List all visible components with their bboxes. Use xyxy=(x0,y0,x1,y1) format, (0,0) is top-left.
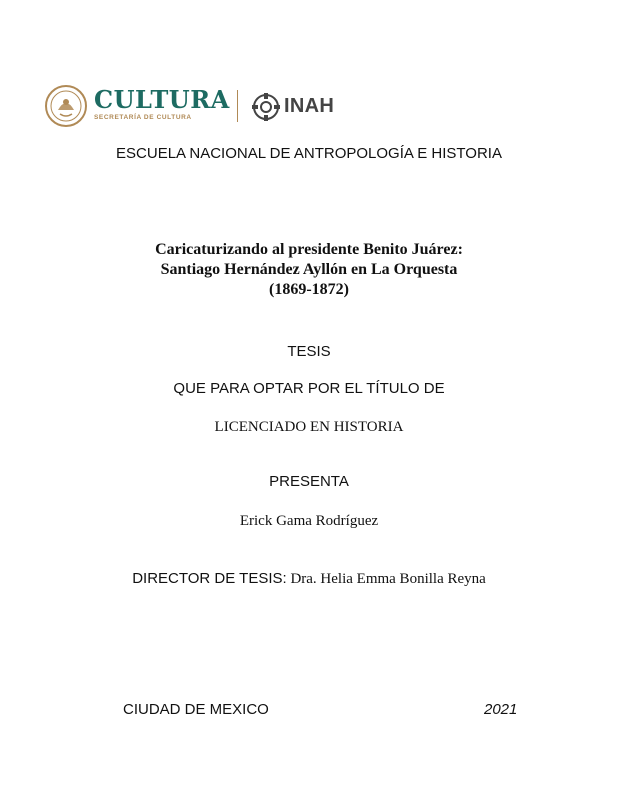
header-logos xyxy=(44,84,354,130)
cultura-logo-text: CULTURA xyxy=(94,85,230,114)
cultura-logo-subtitle: SECRETARÍA DE CULTURA xyxy=(94,114,192,121)
inah-logo-text: INAH xyxy=(284,95,335,117)
thesis-title-line-3: (1869-1872) xyxy=(269,281,349,298)
school-name: ESCUELA NACIONAL DE ANTROPOLOGÍA E HISTORIA xyxy=(116,145,502,162)
degree-title: LICENCIADO EN HISTORIA xyxy=(214,419,404,435)
year: 2021 xyxy=(484,701,518,718)
document-type: TESIS xyxy=(287,343,331,360)
thesis-director xyxy=(0,570,618,588)
thesis-title-line-2: Santiago Hernández Ayllón en La Orquesta xyxy=(160,261,458,278)
city: CIUDAD DE MEXICO xyxy=(123,701,269,718)
thesis-title xyxy=(0,240,618,300)
logo-divider xyxy=(237,90,238,122)
author-name: Erick Gama Rodríguez xyxy=(239,513,379,529)
mexico-coat-of-arms-seal-icon xyxy=(44,84,88,128)
thesis-title-line-1: Caricaturizando al presidente Benito Juárez: xyxy=(155,241,463,258)
presents-label: PRESENTA xyxy=(269,473,349,490)
inah-emblem-icon xyxy=(251,92,281,122)
degree-purpose: QUE PARA OPTAR POR EL TÍTULO DE xyxy=(173,380,445,397)
director-name: Dra. Helia Emma Bonilla Reyna xyxy=(290,571,486,587)
director-label: DIRECTOR DE TESIS: xyxy=(132,570,287,587)
